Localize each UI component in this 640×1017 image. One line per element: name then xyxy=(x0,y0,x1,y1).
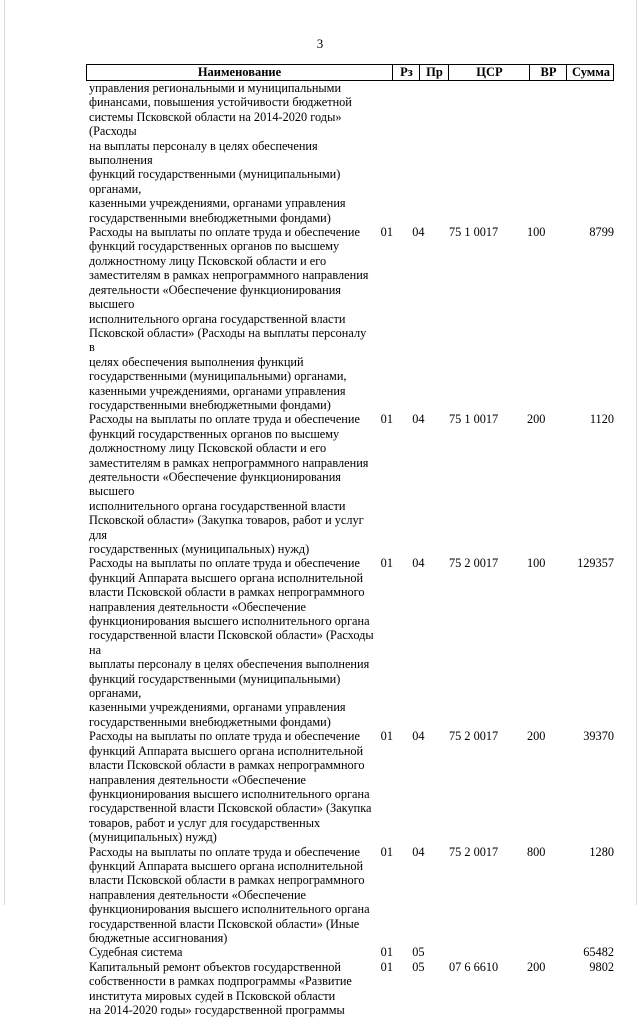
table-row xyxy=(86,225,614,412)
cell-sum: 8799 xyxy=(589,225,614,240)
cell-csr xyxy=(435,81,519,225)
cell-pr: 04 xyxy=(412,412,425,427)
cell-rz: 01 xyxy=(380,225,393,240)
cell-csr: 75 2 0017 xyxy=(448,844,499,859)
table-header xyxy=(86,64,614,81)
header-rz: Рз xyxy=(392,65,420,80)
cell-csr: 75 1 0017 xyxy=(448,412,499,427)
table-row xyxy=(86,729,614,844)
cell-rz: 01 xyxy=(380,412,393,427)
cell-vr: 800 xyxy=(526,844,546,859)
cell-pr: 05 xyxy=(412,959,425,974)
cell-pr: 04 xyxy=(412,556,425,571)
cell-vr: 200 xyxy=(526,959,546,974)
cell-name: Расходы на выплаты по оплате труда и обеспечение функций государственных органов по высшему должностному лицу Псковской области и его заместителям в рамках непрограммного направления деятельности «Обеспечение функционирования высшего исполнительного органа государственной власти Псковской области» (Закупка товаров, работ и услуг для государственных (муниципальных) нужд) xyxy=(89,412,369,556)
cell-name: Судебная система xyxy=(89,945,183,960)
scan-margin-left xyxy=(4,0,5,905)
budget-table xyxy=(86,64,614,1017)
cell-rz: 01 xyxy=(380,959,393,974)
header-sum: Сумма xyxy=(566,65,615,80)
cell-pr: 04 xyxy=(412,729,425,744)
table-row xyxy=(86,945,614,959)
table-row xyxy=(86,556,614,729)
cell-pr: 05 xyxy=(412,945,425,960)
cell-pr: 04 xyxy=(412,225,425,240)
cell-csr: 75 2 0017 xyxy=(448,556,499,571)
cell-sum: 65482 xyxy=(583,945,614,960)
cell-pr xyxy=(405,81,435,225)
cell-name: управления региональными и муниципальными финансами, повышения устойчивости бюджетной системы Псковской области на 2014-2020 годы» (Расходы на выплаты персоналу в целях обеспечения выполнения функций государственными (муниципальными) органами, казенными учреждениями, органами управления государственными внебюджетными фондами) xyxy=(89,81,352,225)
header-pr: Пр xyxy=(419,65,449,80)
cell-vr: 100 xyxy=(526,225,546,240)
table-body xyxy=(86,81,614,1017)
cell-csr: 75 2 0017 xyxy=(448,729,499,744)
cell-sum: 1120 xyxy=(589,412,614,427)
cell-sum: 39370 xyxy=(583,729,614,744)
cell-name: Расходы на выплаты по оплате труда и обеспечение функций Аппарата высшего органа исполнительной власти Псковской области в рамках непрограммного направления деятельности «Обеспечение функционирования высшего исполнительного органа государственной власти Псковской области» (Закупка товаров, работ и услуг для государственных (муниципальных) нужд) xyxy=(89,729,372,845)
header-csr: ЦСР xyxy=(448,65,530,80)
table-row xyxy=(86,845,614,946)
cell-name: Расходы на выплаты по оплате труда и обеспечение функций Аппарата высшего органа исполнительной власти Псковской области в рамках непрограммного направления деятельности «Обеспечение функционирования высшего исполнительного органа государственной власти Псковской области» (Иные бюджетные ассигнования) xyxy=(89,844,370,945)
cell-sum: 1280 xyxy=(589,844,614,859)
scan-margin-right xyxy=(636,0,637,905)
cell-rz: 01 xyxy=(380,729,393,744)
table-row xyxy=(86,960,614,1017)
cell-vr: 200 xyxy=(526,729,546,744)
cell-vr: 100 xyxy=(526,556,546,571)
table-row xyxy=(86,81,614,225)
cell-vr xyxy=(519,945,565,959)
cell-csr xyxy=(435,945,519,959)
cell-sum: 129357 xyxy=(577,556,614,571)
cell-csr: 75 1 0017 xyxy=(448,225,499,240)
cell-csr: 07 6 6610 xyxy=(448,959,499,974)
header-vr: ВР xyxy=(529,65,567,80)
table-row xyxy=(86,412,614,556)
cell-rz: 01 xyxy=(380,945,393,960)
cell-sum: 9802 xyxy=(589,959,614,974)
cell-name: Капитальный ремонт объектов государственной собственности в рамках подпрограммы «Развитие института мировых судей в Псковской области на 2014-2020 годы» государственной программы xyxy=(89,959,352,1017)
page-number: 3 xyxy=(316,36,324,51)
cell-name: Расходы на выплаты по оплате труда и обеспечение функций Аппарата высшего органа исполнительной власти Псковской области в рамках непрограммного направления деятельности «Обеспечение функционирования высшего исполнительного органа государственной власти Псковской области» (Расходы на выплаты персоналу в целях обеспечения выполнения функций государственными (муниципальными) органами, казенными учреждениями, органами управления государственными внебюджетными фондами) xyxy=(89,556,374,729)
cell-rz xyxy=(375,81,406,225)
cell-name: Расходы на выплаты по оплате труда и обеспечение функций государственных органов по высшему должностному лицу Псковской области и его заместителям в рамках непрограммного направления деятельности «Обеспечение функционирования высшего исполнительного органа государственной власти Псковской области» (Расходы на выплаты персоналу в целях обеспечения выполнения функций государственными (муниципальными) органами, казенными учреждениями, органами управления государственными внебюджетными фондами) xyxy=(89,225,369,412)
cell-vr: 200 xyxy=(526,412,546,427)
cell-sum xyxy=(565,81,614,225)
cell-pr: 04 xyxy=(412,844,425,859)
cell-rz: 01 xyxy=(380,556,393,571)
cell-vr xyxy=(519,81,565,225)
header-name: Наименование xyxy=(197,65,282,79)
cell-rz: 01 xyxy=(380,844,393,859)
